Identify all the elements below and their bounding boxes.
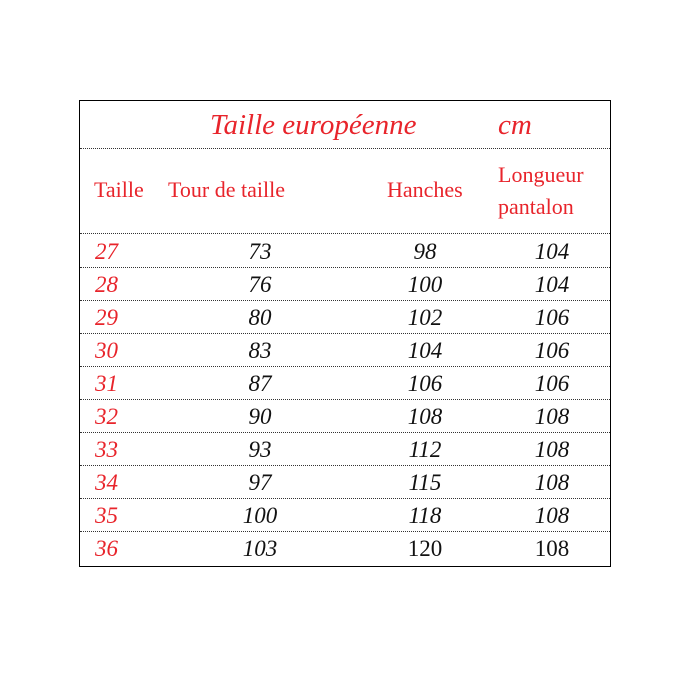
cell-size: 34	[95, 470, 118, 495]
header-length-line2: pantalon	[498, 194, 574, 219]
cell-hips: 98	[413, 239, 437, 264]
table-row	[80, 234, 610, 268]
cell-hips: 115	[408, 470, 442, 495]
table-row	[80, 432, 610, 466]
cell-hips: 100	[407, 272, 443, 297]
table-row	[80, 300, 610, 334]
cell-hips: 104	[407, 338, 443, 363]
cell-waist: 80	[248, 305, 272, 330]
cell-hips: 112	[408, 437, 442, 462]
cell-hips: 106	[407, 371, 443, 396]
cell-waist: 83	[248, 338, 272, 363]
cell-length: 108	[534, 404, 570, 429]
table-row	[80, 531, 610, 564]
cell-hips: 102	[407, 305, 443, 330]
cell-size: 27	[95, 239, 118, 264]
header-waist: Tour de taille	[168, 177, 285, 202]
header-length	[498, 159, 608, 223]
cell-size: 36	[95, 536, 118, 561]
table-row	[80, 267, 610, 301]
cell-length: 108	[534, 437, 570, 462]
table-row	[80, 333, 610, 367]
cell-length: 108	[534, 503, 570, 528]
header-length-line1: Longueur	[498, 162, 584, 187]
size-chart-table	[79, 100, 611, 567]
header-hips: Hanches	[387, 177, 463, 202]
cell-size: 33	[95, 437, 118, 462]
cell-waist: 97	[248, 470, 272, 495]
table-row	[80, 366, 610, 400]
header-size: Taille	[94, 177, 144, 202]
table-header-row	[80, 149, 610, 234]
cell-waist: 103	[242, 536, 278, 561]
cell-length: 106	[534, 338, 570, 363]
cell-hips: 118	[408, 503, 442, 528]
cell-length: 108	[534, 536, 570, 561]
cell-waist: 73	[248, 239, 272, 264]
cell-size: 29	[95, 305, 118, 330]
table-row	[80, 399, 610, 433]
table-unit: cm	[498, 109, 532, 141]
cell-size: 35	[95, 503, 118, 528]
table-title: Taille européenne	[210, 109, 417, 141]
cell-waist: 87	[248, 371, 272, 396]
cell-waist: 93	[248, 437, 272, 462]
cell-length: 104	[534, 272, 570, 297]
cell-waist: 90	[248, 404, 272, 429]
cell-hips: 108	[407, 404, 443, 429]
cell-waist: 76	[248, 272, 272, 297]
cell-length: 106	[534, 371, 570, 396]
table-row	[80, 465, 610, 499]
cell-waist: 100	[242, 503, 278, 528]
cell-size: 30	[95, 338, 118, 363]
table-title-row	[80, 101, 610, 149]
cell-size: 31	[95, 371, 118, 396]
cell-length: 104	[534, 239, 570, 264]
cell-length: 108	[534, 470, 570, 495]
table-row	[80, 498, 610, 532]
cell-length: 106	[534, 305, 570, 330]
cell-hips: 120	[407, 536, 443, 561]
cell-size: 28	[95, 272, 118, 297]
cell-size: 32	[95, 404, 118, 429]
